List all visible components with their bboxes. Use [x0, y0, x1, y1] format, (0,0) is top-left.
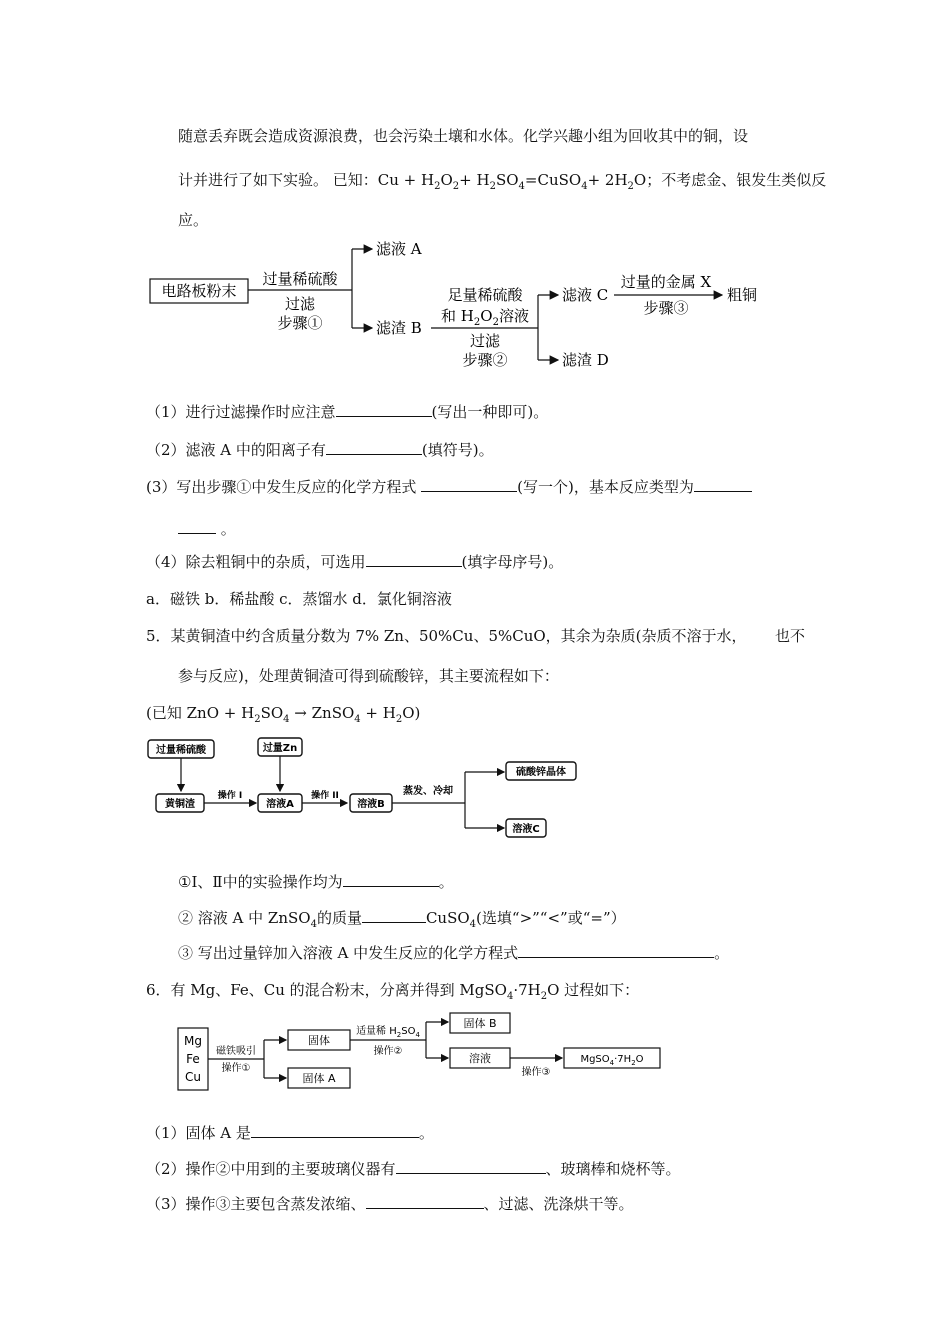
- svg-text:固体: 固体: [308, 1034, 330, 1047]
- answer-blank[interactable]: [251, 1123, 419, 1138]
- svg-text:过量Zn: 过量Zn: [262, 743, 298, 754]
- intro-line-1: 随意丢弃既会造成资源浪费，也会污染土壤和水体。化学兴趣小组为回收其中的铜，设: [178, 127, 749, 145]
- residue-b: 滤渣 B: [376, 319, 422, 337]
- answer-blank[interactable]: [396, 1159, 546, 1174]
- svg-text:蒸发、冷却: 蒸发、冷却: [403, 786, 453, 797]
- intro-line-2: 计并进行了如下实验。 已知：$Cu + H_2O_2+$ $H_2SO_4=CuSO_4+ 2H_2O$；不考虑金、银发生类似反: [178, 171, 827, 192]
- svg-text:和 H2O2溶液: 和 $H_2O_2$溶液: [441, 307, 529, 328]
- svg-text:固体 B: 固体 B: [463, 1017, 497, 1030]
- svg-text:固体 A: 固体 A: [302, 1072, 336, 1085]
- svg-text:操作 II: 操作 II: [311, 791, 339, 801]
- answer-blank[interactable]: [421, 477, 517, 492]
- q4-part-1: （1）进行过滤操作时应注意 (写出一种即可)。: [146, 403, 549, 421]
- svg-text:过量稀硫酸: 过量稀硫酸: [156, 745, 206, 756]
- svg-text:足量稀硫酸: 足量稀硫酸: [447, 286, 523, 304]
- svg-text:MgSO4·7H2O: $MgSO_4\cdot 7H_2O$: [580, 1054, 644, 1067]
- crude-copper: 粗铜: [727, 286, 758, 304]
- p6-line-1: 6．有 Mg、Fe、Cu 的混合粉末，分离并得到 $MgSO_4\cdot 7H_2O$ 过程如下：: [146, 981, 640, 1002]
- q4-options: a．磁铁 b．稀盐酸 c．蒸馏水 d．氯化铜溶液: [146, 590, 452, 608]
- start-label: 电路板粉末: [161, 282, 237, 300]
- p5-sub-3: ③ 写出过量锌加入溶液 A 中发生反应的化学方程式 。: [178, 944, 730, 962]
- residue-d: 滤渣 D: [562, 351, 609, 369]
- p5-line-1-end: 也不: [775, 627, 806, 645]
- answer-blank[interactable]: [336, 402, 432, 417]
- answer-blank[interactable]: [366, 1194, 484, 1209]
- svg-text:溶液B: 溶液B: [357, 799, 385, 810]
- svg-text:磁铁吸引: 磁铁吸引: [216, 1046, 256, 1057]
- svg-text:过量的金属 X: 过量的金属 X: [620, 273, 712, 291]
- intro-line-3: 应。: [178, 211, 209, 229]
- q4-part-3-cont: 。: [178, 519, 236, 539]
- zinc-sulfate-flowchart: [140, 732, 590, 842]
- answer-blank[interactable]: [518, 943, 714, 958]
- magnesium-sulfate-flowchart: [170, 1008, 670, 1098]
- svg-text:Fe: Fe: [186, 1052, 200, 1066]
- svg-text:溶液: 溶液: [469, 1052, 491, 1065]
- filtrate-c: 滤液 C: [562, 286, 609, 304]
- p5-sub-1: ①Ⅰ、Ⅱ中的实验操作均为 。: [178, 873, 454, 891]
- p6-q3: （3）操作③主要包含蒸发浓缩、 、过滤、洗涤烘干等。: [146, 1195, 634, 1213]
- q4-part-4: （4）除去粗铜中的杂质，可选用 (填字母序号)。: [146, 553, 564, 571]
- svg-text:溶液C: 溶液C: [512, 824, 540, 835]
- answer-blank[interactable]: [694, 477, 752, 492]
- filtrate-a: 滤液 A: [376, 240, 422, 258]
- svg-text:过滤: 过滤: [469, 332, 501, 350]
- p5-line-2: 参与反应)，处理黄铜渣可得到硫酸锌，其主要流程如下：: [178, 667, 559, 685]
- svg-text:Mg: Mg: [184, 1034, 202, 1048]
- q4-part-2: （2）滤液 A 中的阳离子有 (填符号)。: [146, 441, 494, 459]
- answer-blank[interactable]: [326, 440, 422, 455]
- svg-text:步骤②: 步骤②: [462, 351, 508, 369]
- copper-recovery-flowchart: [140, 232, 780, 372]
- svg-text:步骤①: 步骤①: [277, 314, 323, 332]
- svg-text:步骤③: 步骤③: [643, 299, 689, 317]
- p5-sub-2: ② 溶液 A 中 ZnSO$_4$的质量 CuSO$_4$(选填“>”“<”或“=”）: [178, 909, 626, 930]
- answer-blank[interactable]: [366, 552, 462, 567]
- answer-blank[interactable]: [362, 908, 426, 923]
- svg-text:操作③: 操作③: [521, 1067, 551, 1078]
- svg-text:操作②: 操作②: [373, 1046, 403, 1057]
- svg-text:过量稀硫酸: 过量稀硫酸: [262, 270, 338, 288]
- answer-blank[interactable]: [343, 872, 439, 887]
- svg-text:操作 I: 操作 I: [217, 791, 243, 801]
- p6-q2: （2）操作②中用到的主要玻璃仪器有 、玻璃棒和烧杯等。: [146, 1160, 681, 1178]
- svg-text:溶液A: 溶液A: [266, 799, 294, 810]
- p5-known: (已知 ZnO + $H_2SO_4$ → ZnSO$_4$ + $H_2O$): [146, 704, 421, 725]
- p6-q1: （1）固体 A 是 。: [146, 1124, 434, 1142]
- svg-text:适量稀 H2SO4: 适量稀 $H_2SO_4$: [356, 1026, 420, 1039]
- svg-text:Cu: Cu: [185, 1070, 201, 1084]
- answer-blank[interactable]: [178, 519, 216, 534]
- p5-line-1: 5．某黄铜渣中约含质量分数为 7% Zn、50%Cu、5%CuO，其余为杂质(杂质不溶于水，: [146, 627, 747, 645]
- q4-part-3: (3）写出步骤①中发生反应的化学方程式 (写一个)，基本反应类型为: [146, 477, 752, 497]
- svg-text:操作①: 操作①: [221, 1063, 251, 1074]
- svg-text:黄铜渣: 黄铜渣: [165, 799, 195, 810]
- svg-text:过滤: 过滤: [284, 295, 316, 313]
- svg-text:硫酸锌晶体: 硫酸锌晶体: [516, 767, 566, 778]
